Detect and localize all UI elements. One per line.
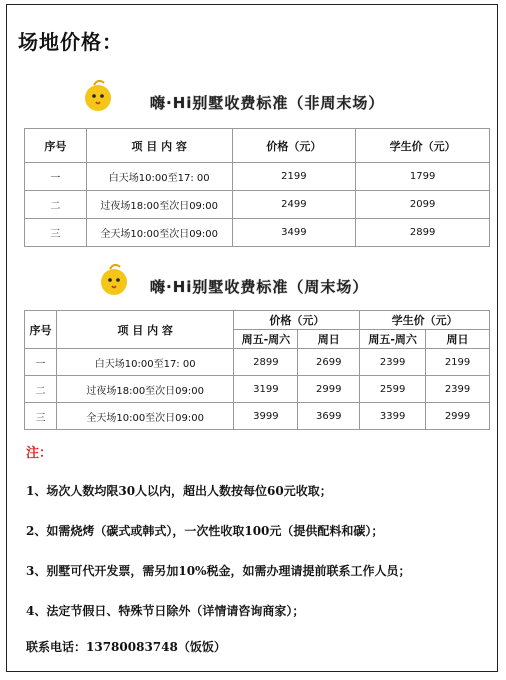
row-no: 二 <box>25 191 87 219</box>
table-header-row <box>25 311 490 330</box>
row-item: 全天场10:00至次日09:00 <box>56 403 234 430</box>
page-title: 场地价格： <box>18 30 123 54</box>
row-item: 过夜场18:00至次日09:00 <box>86 191 232 219</box>
row-student-fri-sat: 2599 <box>360 376 426 403</box>
table-row <box>25 219 490 247</box>
row-no: 二 <box>25 376 57 403</box>
row-price: 2499 <box>232 191 356 219</box>
table-row <box>25 163 490 191</box>
table-row <box>25 376 490 403</box>
section1-title: 嗨·Hi别墅收费标准（非周末场） <box>150 94 385 112</box>
section2-header <box>0 262 506 302</box>
col-header-item: 项 目 内 容 <box>86 129 232 163</box>
row-price-sun: 2699 <box>298 349 360 376</box>
col-header-price: 价格（元） <box>234 311 360 330</box>
section2-title: 嗨·Hi别墅收费标准（周末场） <box>150 278 369 296</box>
note-item-2: 2、如需烧烤（碳式或韩式），一次性收取100元（提供配料和碳）； <box>26 524 384 538</box>
row-price: 3499 <box>232 219 356 247</box>
row-price-sun: 2999 <box>298 376 360 403</box>
note-item-4: 4、法定节假日、特殊节日除外（详情请咨询商家）； <box>26 604 305 618</box>
subheader-sun: 周日 <box>298 330 360 349</box>
subheader-sun: 周日 <box>426 330 490 349</box>
row-price-fri-sat: 2899 <box>234 349 298 376</box>
table-row <box>25 403 490 430</box>
table-row <box>25 349 490 376</box>
row-no: 三 <box>25 219 87 247</box>
subheader-fri-sat: 周五-周六 <box>360 330 426 349</box>
row-no: 三 <box>25 403 57 430</box>
notes-label: 注： <box>26 446 53 461</box>
weekday-price-table <box>24 128 490 247</box>
row-item: 全天场10:00至次日09:00 <box>86 219 232 247</box>
note-item-1: 1、场次人数均限30人以内，超出人数按每位60元收取； <box>26 484 332 498</box>
row-student-sun: 2199 <box>426 349 490 376</box>
col-header-student: 学生价（元） <box>360 311 490 330</box>
row-student-fri-sat: 3399 <box>360 403 426 430</box>
row-student-fri-sat: 2399 <box>360 349 426 376</box>
col-header-student: 学生价（元） <box>356 129 490 163</box>
row-student: 2099 <box>356 191 490 219</box>
row-price-sun: 3699 <box>298 403 360 430</box>
row-student-sun: 2399 <box>426 376 490 403</box>
subheader-fri-sat: 周五-周六 <box>234 330 298 349</box>
note-item-3: 3、别墅可代开发票，需另加10%税金，如需办理请提前联系工作人员； <box>26 564 411 578</box>
row-no: 一 <box>25 349 57 376</box>
col-header-no: 序号 <box>25 311 57 349</box>
row-item: 白天场10:00至17: 00 <box>86 163 232 191</box>
col-header-no: 序号 <box>25 129 87 163</box>
row-no: 一 <box>25 163 87 191</box>
col-header-item: 项 目 内 容 <box>56 311 234 349</box>
row-student: 1799 <box>356 163 490 191</box>
table-header-row <box>25 129 490 163</box>
chick-mascot-icon <box>96 262 132 298</box>
section1-header <box>0 78 506 118</box>
table-row <box>25 191 490 219</box>
contact-phone: 联系电话：13780083748（饭饭） <box>26 640 226 654</box>
row-price: 2199 <box>232 163 356 191</box>
row-price-fri-sat: 3199 <box>234 376 298 403</box>
weekend-price-table <box>24 310 490 430</box>
row-item: 过夜场18:00至次日09:00 <box>56 376 234 403</box>
row-price-fri-sat: 3999 <box>234 403 298 430</box>
row-student: 2899 <box>356 219 490 247</box>
chick-mascot-icon <box>80 78 116 114</box>
col-header-price: 价格（元） <box>232 129 356 163</box>
row-student-sun: 2999 <box>426 403 490 430</box>
row-item: 白天场10:00至17: 00 <box>56 349 234 376</box>
